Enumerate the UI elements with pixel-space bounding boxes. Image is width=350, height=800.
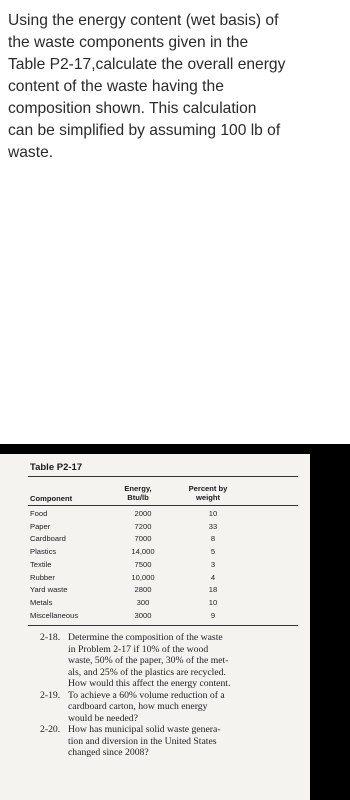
- header-energy: [113, 484, 163, 502]
- table-row: [30, 598, 298, 611]
- problem-number: 2-19.: [40, 689, 61, 701]
- problem-line: changed since 2008?: [68, 747, 149, 758]
- table-row: [30, 585, 298, 598]
- problem-line: Determine the composition of the waste: [68, 632, 223, 643]
- question-line: composition shown. This calculation: [8, 100, 257, 117]
- problem-item: [40, 690, 302, 725]
- cell-percent: 3: [210, 559, 216, 569]
- question-line: content of the waste having the: [8, 78, 224, 95]
- cell-energy: 3000: [134, 610, 152, 620]
- header-energy-line: Energy,: [124, 484, 152, 493]
- question-line: can be simplified by assuming 100 lb of: [8, 122, 281, 139]
- cell-component: Paper: [30, 521, 51, 531]
- header-energy-line: Btu/lb: [127, 493, 149, 502]
- table-row: [30, 509, 298, 522]
- table-row: [30, 573, 298, 586]
- cell-component: Cardboard: [30, 534, 66, 544]
- cell-percent: 18: [208, 585, 218, 595]
- header-percent-line: Percent by: [188, 484, 228, 493]
- cell-energy: 7000: [134, 534, 152, 544]
- question-line: Table P2-17,calculate the overall energy: [8, 56, 286, 73]
- cell-energy: 7500: [134, 559, 152, 569]
- table-title: Table P2-17: [30, 462, 83, 473]
- cell-component: Metals: [30, 597, 53, 607]
- problem-line: als, and 25% of the plastics are recycled.: [68, 666, 226, 678]
- image-right-border: [310, 444, 350, 800]
- problem-number: 2-20.: [40, 724, 61, 735]
- problem-line: waste, 50% of the paper, 30% of the met-: [68, 655, 229, 666]
- problem-item: [40, 632, 302, 690]
- image-top-border: [0, 444, 350, 454]
- cell-percent: 10: [208, 509, 218, 518]
- table-row: [30, 547, 298, 560]
- header-percent: [183, 484, 233, 502]
- table-row: [30, 560, 298, 573]
- header-percent-line: weight: [195, 493, 221, 502]
- cell-percent: 9: [210, 610, 216, 620]
- problem-item: [40, 724, 302, 759]
- table-row: [30, 534, 298, 547]
- table-top-rule: [28, 476, 298, 477]
- question-line: waste.: [8, 144, 54, 161]
- cell-percent: 10: [208, 597, 218, 607]
- cell-percent: 33: [208, 521, 218, 531]
- cell-energy: 7200: [134, 521, 152, 531]
- table-header-rule: [28, 505, 298, 506]
- cell-energy: 300: [136, 597, 150, 607]
- cell-component: Textile: [30, 559, 52, 569]
- table-row: [30, 522, 298, 535]
- problems-list: [40, 632, 302, 759]
- cell-component: Miscellaneous: [30, 610, 79, 620]
- question-line: the waste components given in the: [8, 34, 249, 51]
- problem-line: cardboard carton, how much energy: [68, 701, 208, 712]
- problem-line: How has municipal solid waste genera-: [68, 724, 221, 735]
- problem-line: tion and diversion in the United States: [68, 735, 217, 747]
- question-text: [8, 10, 326, 164]
- question-line: Using the energy content (wet basis) of: [8, 12, 279, 29]
- cell-percent: 5: [210, 547, 216, 557]
- table-row: [30, 611, 298, 624]
- cell-percent: 8: [210, 534, 216, 544]
- problem-line: To achieve a 60% volume reduction of a: [68, 689, 225, 701]
- problem-line: would be needed?: [68, 712, 138, 724]
- cell-component: Rubber: [30, 572, 55, 582]
- cell-energy: 14,000: [131, 547, 155, 557]
- cell-energy: 2800: [134, 585, 152, 595]
- cell-energy: 10,000: [131, 572, 155, 582]
- cell-percent: 4: [210, 572, 216, 582]
- cell-component: Food: [30, 509, 48, 518]
- problem-line: How would this affect the energy content.: [68, 678, 231, 689]
- cell-component: Plastics: [30, 547, 57, 557]
- problem-number: 2-18.: [40, 632, 61, 643]
- header-component: Component: [30, 494, 73, 503]
- problem-line: in Problem 2-17 if 10% of the wood: [68, 643, 209, 655]
- cell-component: Yard waste: [30, 585, 68, 595]
- textbook-scan-image: [0, 454, 310, 800]
- table-bottom-rule: [28, 625, 298, 626]
- cell-energy: 2000: [134, 509, 152, 518]
